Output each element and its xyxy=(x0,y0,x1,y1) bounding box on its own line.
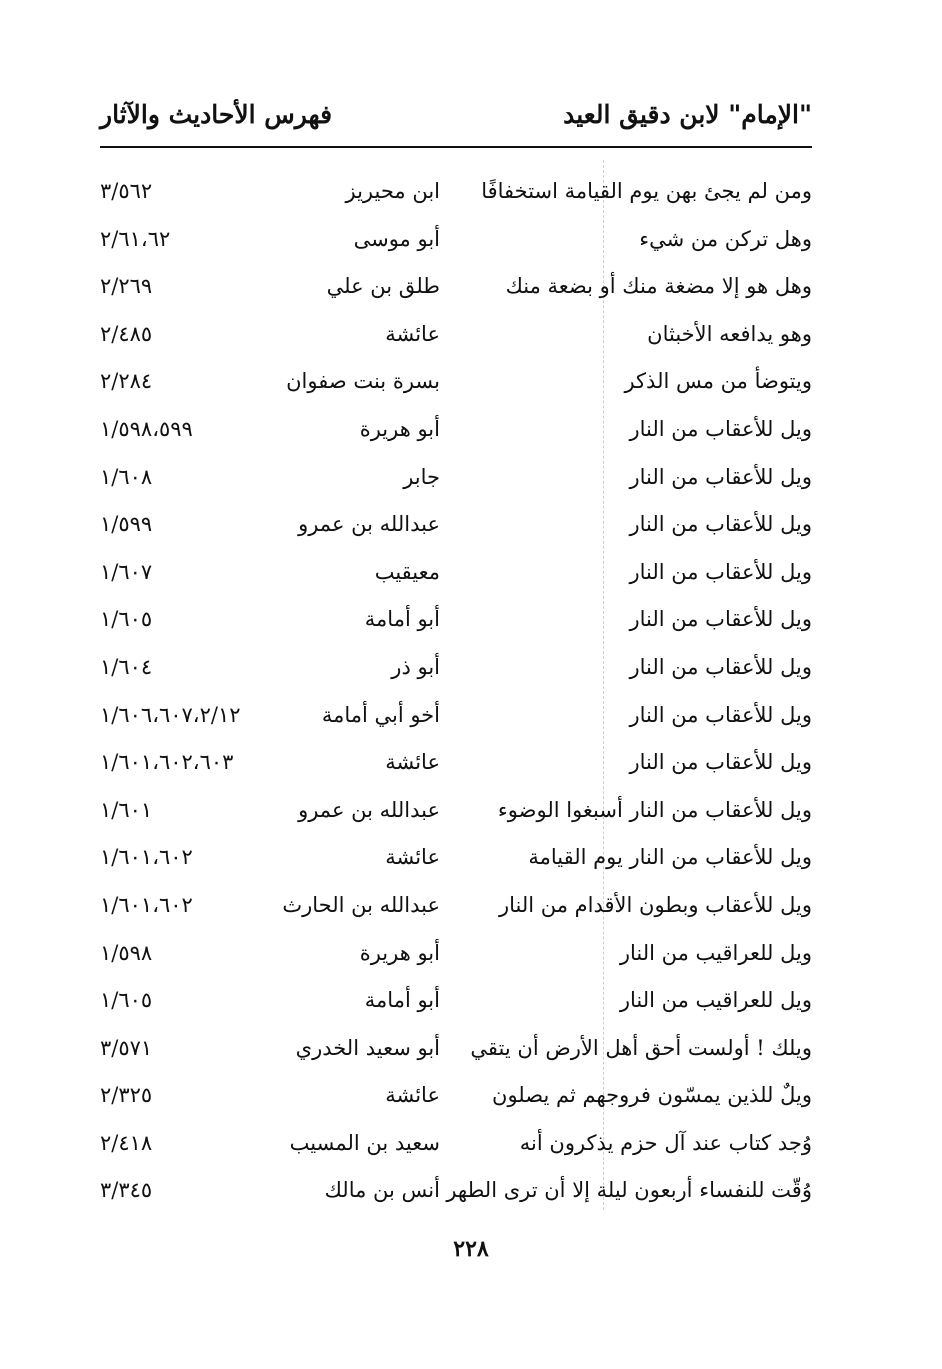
hadith-text: ويل للأعقاب من النار xyxy=(629,607,812,632)
volume-page-ref: ٣/٥٧١ xyxy=(100,1035,153,1060)
index-row xyxy=(100,598,812,646)
narrator: عبدالله بن الحارث xyxy=(282,892,440,917)
hadith-text: ويتوضأ من مس الذكر xyxy=(624,369,812,394)
volume-page-ref: ١/٦٠٥ xyxy=(100,607,153,632)
hadith-text: وهل هو إلا مضغة منك أو بضعة منك xyxy=(505,274,812,299)
narrator: بسرة بنت صفوان xyxy=(286,369,440,394)
narrator: عائشة xyxy=(385,1083,440,1108)
volume-page-ref: ١/٥٩٩ xyxy=(100,512,153,537)
narrator: أبو موسى xyxy=(353,226,440,251)
hadith-text: ويل للأعقاب من النار xyxy=(629,512,812,537)
hadith-text: ويل للأعقاب من النار xyxy=(629,416,812,441)
narrator: طلق بن علي xyxy=(326,274,440,299)
volume-page-ref: ٢/٦١،٦٢ xyxy=(100,226,171,251)
narrator: عبدالله بن عمرو xyxy=(298,797,440,822)
narrator: عبدالله بن عمرو xyxy=(298,512,440,537)
index-row xyxy=(100,360,812,408)
hadith-text: ويل للعراقيب من النار xyxy=(619,988,812,1013)
index-row xyxy=(100,884,812,932)
index-table xyxy=(100,170,812,1217)
narrator: معيقيب xyxy=(374,559,440,584)
hadith-text: ويل للأعقاب من النار xyxy=(629,702,812,727)
index-row xyxy=(100,313,812,361)
volume-page-ref: ١/٦٠١ xyxy=(100,797,153,822)
narrator: أبو أمامة xyxy=(364,607,440,632)
hadith-text: ويل للأعقاب من النار xyxy=(629,654,812,679)
hadith-text: ويل للأعقاب من النار أسبغوا الوضوء xyxy=(497,797,812,822)
index-row xyxy=(100,503,812,551)
index-row xyxy=(100,789,812,837)
hadith-text: ويلك ! أولست أحق أهل الأرض أن يتقي xyxy=(470,1035,812,1060)
volume-page-ref: ١/٦٠٨ xyxy=(100,464,153,489)
narrator: أنس بن مالك xyxy=(324,1178,440,1203)
index-row xyxy=(100,170,812,218)
hadith-text: ويل للأعقاب من النار xyxy=(629,464,812,489)
volume-page-ref: ١/٦٠٤ xyxy=(100,654,153,679)
book-title: "الإمام" لابن دقيق العيد xyxy=(563,100,812,129)
index-row xyxy=(100,741,812,789)
volume-page-ref: ١/٦٠٦،٦٠٧،٢/١٢ xyxy=(100,702,241,727)
hadith-text: ويل للعراقيب من النار xyxy=(619,940,812,965)
hadith-text: وهل تركن من شيء xyxy=(639,226,812,251)
volume-page-ref: ١/٦٠٥ xyxy=(100,988,153,1013)
hadith-text: ويل للأعقاب من النار xyxy=(629,750,812,775)
hadith-text: وهو يدافعه الأخبثان xyxy=(647,321,812,346)
narrator: أبو سعيد الخدري xyxy=(295,1035,440,1060)
index-row xyxy=(100,1074,812,1122)
hadith-text: ومن لم يجئ بهن يوم القيامة استخفافًا xyxy=(481,179,812,203)
narrator: عائشة xyxy=(385,750,440,775)
index-row xyxy=(100,932,812,980)
index-row xyxy=(100,836,812,884)
index-row xyxy=(100,551,812,599)
index-row xyxy=(100,694,812,742)
index-row xyxy=(100,265,812,313)
narrator: أبو هريرة xyxy=(359,416,440,441)
hadith-text: ويل للأعقاب وبطون الأقدام من النار xyxy=(498,892,812,917)
volume-page-ref: ٢/٤١٨ xyxy=(100,1130,153,1155)
narrator: أبو أمامة xyxy=(364,988,440,1013)
hadith-text: وُقّت للنفساء أربعون ليلة إلا أن ترى الطهر xyxy=(446,1178,812,1203)
volume-page-ref: ١/٦٠٧ xyxy=(100,559,153,584)
hadith-text: ويلٌ للذين يمسّون فروجهم ثم يصلون xyxy=(492,1083,812,1108)
narrator: أبو ذر xyxy=(391,654,440,679)
index-row xyxy=(100,218,812,266)
index-row xyxy=(100,456,812,504)
narrator: سعيد بن المسيب xyxy=(289,1130,440,1155)
index-row xyxy=(100,1027,812,1075)
volume-page-ref: ١/٦٠١،٦٠٢،٦٠٣ xyxy=(100,750,234,775)
hadith-text: ويل للأعقاب من النار xyxy=(629,559,812,584)
volume-page-ref: ١/٦٠١،٦٠٢ xyxy=(100,892,193,917)
index-row xyxy=(100,646,812,694)
volume-page-ref: ٣/٥٦٢ xyxy=(100,179,153,203)
index-title: فهرس الأحاديث والآثار xyxy=(100,100,333,129)
hadith-text: وُجد كتاب عند آل حزم يذكرون أنه xyxy=(519,1130,812,1155)
narrator: عائشة xyxy=(385,845,440,870)
header-divider xyxy=(100,146,812,148)
narrator: أخو أبي أمامة xyxy=(321,702,440,727)
volume-page-ref: ٣/٣٤٥ xyxy=(100,1178,153,1203)
page-number: ٢٢٨ xyxy=(453,1236,489,1262)
narrator: ابن محيريز xyxy=(345,179,440,203)
volume-page-ref: ٢/٤٨٥ xyxy=(100,321,153,346)
volume-page-ref: ٢/٢٦٩ xyxy=(100,274,153,299)
index-row xyxy=(100,408,812,456)
page-header xyxy=(100,100,812,140)
narrator: جابر xyxy=(403,464,440,489)
volume-page-ref: ١/٦٠١،٦٠٢ xyxy=(100,845,193,870)
volume-page-ref: ٢/٢٨٤ xyxy=(100,369,153,394)
narrator: أبو هريرة xyxy=(359,940,440,965)
volume-page-ref: ١/٥٩٨،٥٩٩ xyxy=(100,416,193,441)
index-row xyxy=(100,1169,812,1217)
hadith-text: ويل للأعقاب من النار يوم القيامة xyxy=(528,845,812,870)
volume-page-ref: ٢/٣٢٥ xyxy=(100,1083,153,1108)
index-row xyxy=(100,1122,812,1170)
volume-page-ref: ١/٥٩٨ xyxy=(100,940,153,965)
index-row xyxy=(100,979,812,1027)
narrator: عائشة xyxy=(385,321,440,346)
